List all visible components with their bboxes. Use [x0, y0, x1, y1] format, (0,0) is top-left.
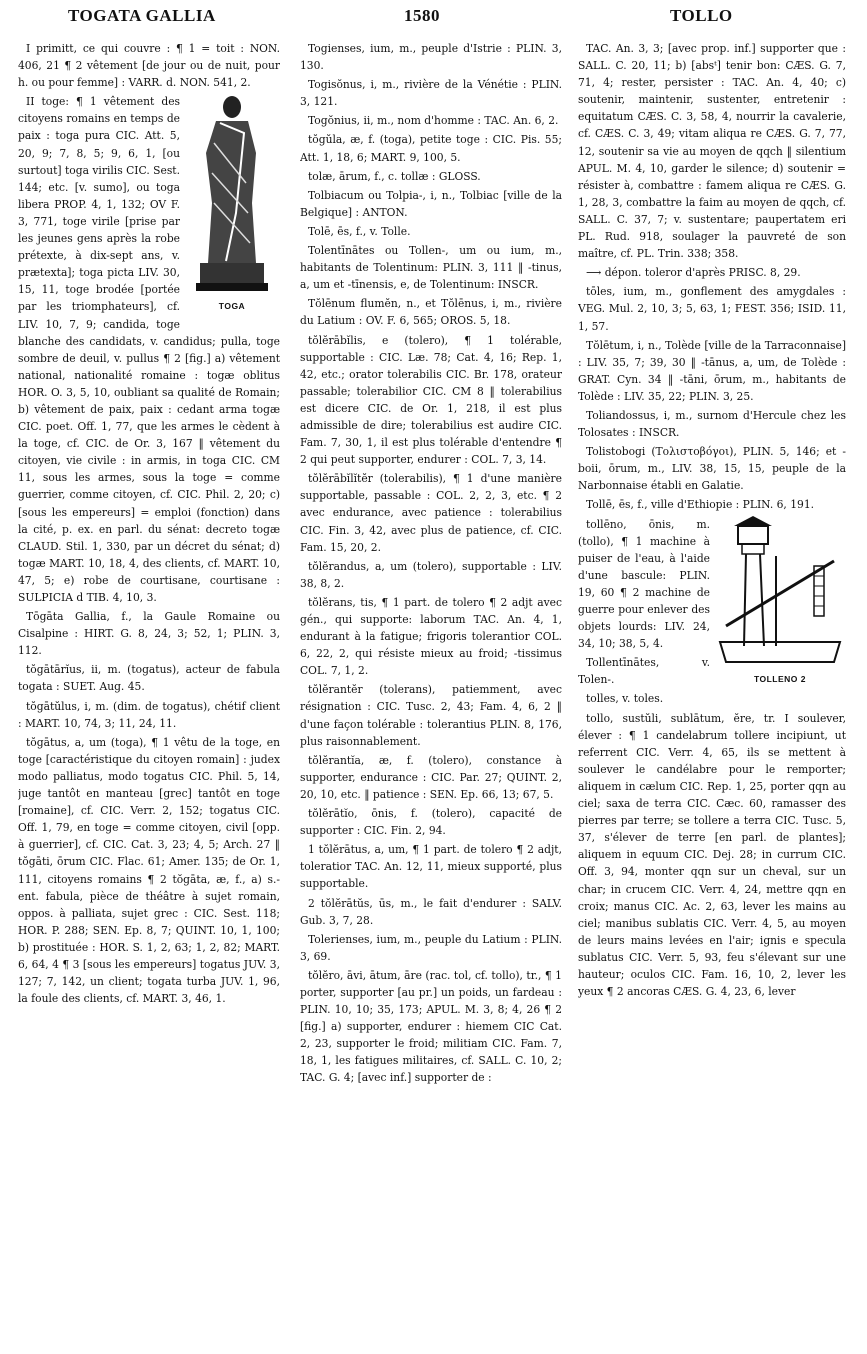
entry: tŏlĕro, āvi, ātum, āre (rac. tol, cf. tollo), tr., ¶ 1 porter, supporter [au pr.] un poids, un fardeau : PLIN. 10, 10; 35, 173; APUL. M. 3, 8; 4, 26 ¶ 2 [fig.] a) supporter, endurer : hiemem CIC Cat. 2, 23, supporter le froid; militiam CIC. Fam. 7, 18, 1, les fatigues militaires, cf. SALL. C. 10, 2; TAC. G. 4; [avec inf.] supporter de :: [300, 968, 562, 1085]
column-3: [578, 40, 846, 1345]
tolleno-caption: TOLLENO 2: [753, 673, 807, 684]
header-right-guideword: TOLLO: [670, 6, 733, 25]
entry: Togisŏnus, i, m., rivière de la Vénétie : PLIN. 3, 121.: [300, 78, 562, 109]
toga-caption: TOGA: [218, 301, 246, 312]
toga-figure: [184, 93, 280, 315]
column-1: [18, 40, 280, 1345]
entry: tŏlĕrantĕr (tolerans), patiemment, avec résignation : CIC. Tusc. 2, 43; Fam. 4, 6, 2 ‖ d'une façon tolérable : tolerantius PLIN. 8, 176, plus raisonnablement.: [300, 683, 562, 748]
tolleno-machine-illustration: [716, 516, 844, 666]
entry: Tollentīnātes, v. Tolen-.: [578, 656, 710, 687]
entry: Tŏlēnum flumĕn, n., et Tŏlēnus, i, m., rivière du Latium : OV. F. 6, 565; OROS. 5, 18.: [300, 297, 562, 328]
entry: 2 tŏlĕrātŭs, ūs, m., le fait d'endurer : SALV. Gub. 3, 7, 28.: [300, 896, 562, 927]
entry: tŏgātārĭus, ii, m. (togatus), acteur de fabula togata : SUET. Aug. 45.: [18, 663, 280, 694]
entry: 1 tŏlĕrātus, a, um, ¶ 1 part. de tolero ¶ 2 adjt, toleratior TAC. An. 12, 11, mieux supporté, plus supportable.: [300, 843, 562, 891]
entry: Tollē, ēs, f., ville d'Ethiopie : PLIN. 6, 191.: [586, 498, 815, 512]
entry: Tōgāta Gallia, f., la Gaule Romaine ou Cisalpine : HIRT. G. 8, 24, 3; 52, 1; PLIN. 3, 112.: [18, 610, 280, 658]
column-2: [300, 40, 562, 1345]
tolleno-figure: [714, 516, 846, 688]
entry: Tŏlētum, i, n., Tolède [ville de la Tarraconnaise] : LIV. 35, 7; 39, 30 ‖ -tānus, a, um, de Tolède : GRAT. Cyn. 34 ‖ -tāni, ōrum, m., habitants de Tolède : LIV. 35, 22; PLIN. 3, 25.: [578, 338, 846, 403]
entry: Tolerienses, ium, m., peuple du Latium : PLIN. 3, 69.: [300, 932, 562, 963]
entry: tŏlĕrātĭo, ōnis, f. (tolero), capacité de supporter : CIC. Fin. 2, 94.: [300, 807, 562, 838]
entry: tŏlĕrantĭa, æ, f. (tolero), constance à supporter, endurance : CIC. Par. 27; QUINT. 2, 20, 10, etc. ‖ patience : SEN. Ep. 66, 13; 67, 5.: [300, 753, 562, 801]
entry: Tolentīnātes ou Tollen-, um ou ium, m., habitants de Tolentinum: PLIN. 3, 111 ‖ -tinus, a, um et -tīnensis, e, de Tolentinum: INSCR.: [300, 244, 562, 292]
entry: TAC. An. 3, 3; [avec prop. inf.] supporter que : SALL. C. 20, 11; b) [absᵗ] tenir bon: CÆS. G. 7, 71, 4; rester, persister : TAC. An. 4, 40; c) soutenir, maintenir, sustenter, entretenir : equitatum CÆS. C. 3, 58, 4, nourrir la cavalerie, cf. CÆS. C. 3, 49; vitam aliqua re CÆS. G. 7, 77, 12, soutenir sa vie au moyen de qqch ‖ silentium APUL. M. 4, 10, garder le silence; d) soutenir = résister à, combattre : famem aliqua re CÆS. G. 1, 28, 3, combattre la faim au moyen de qqch, cf. SALL. C. 37, 7; v. sustentare; paupertatem eri PL. Rud. 918, soulager la pauvreté de son maître, cf. PL. Trin. 338; 358.: [578, 42, 846, 261]
entry: tŏlĕrābĭlis, e (tolero), ¶ 1 tolérable, supportable : CIC. Læ. 78; Cat. 4, 16; Rep. 1, 42, etc.; orator tolerabilis CIC. Br. 178, orateur passable; tolerabilior CIC. CM 8 ‖ tolerabilius est dicere CIC. de Or. 1, 218, il est plus admissible de dire; tolerabilius est audire CIC. Fam. 7, 30, 1, il est plus tolérable d'entendre ¶ 2 qui peut supporter, endurer : COL. 7, 3, 14.: [300, 333, 562, 467]
header-left-guideword: TOGATA GALLIA: [68, 6, 216, 25]
page-number: 1580: [404, 6, 440, 25]
entry: tŏlĕrandus, a, um (tolero), supportable : LIV. 38, 8, 2.: [300, 559, 562, 590]
entry: Tolistobogi (Τολιστοβόγοι), PLIN. 5, 146; et -boii, ōrum, m., LIV. 38, 15, 15, peuple de la Narbonnaise établi en Galatie.: [578, 445, 846, 493]
entry: ⟶ dépon. toleror d'après PRISC. 8, 29.: [586, 266, 801, 280]
entry: I primitt, ce qui couvre : ¶ 1 = toit : NON. 406, 21 ¶ 2 vêtement [de jour ou de nuit, pour h. ou pour femme] : VARR. d. NON. 541, 2.: [18, 42, 280, 90]
entry: tollo, sustŭli, sublātum, ĕre, tr. I soulever, élever : ¶ 1 candelabrum tollere incipiunt, ut referrent CIC. Verr. 4, 65, ils se mettent à soulever le candélabre pour le remporter; aliquem in cælum CIC. Rep. 1, 25, porter qqn au ciel; saxa de terra CIC. Cæc. 60, ramasser des pierres par terre; se tollere a terra CIC. Tusc. 5, 37, s'élever de terre [en parl. de plantes]; aliquem in equum CIC. Dej. 28; in currum CIC. Off. 3, 94, monter qqn sur un cheval, sur un char; in crucem CIC. Verr. 4, 24, mettre qqn en croix; manus CIC. Ac. 2, 63, lever les mains au ciel; manibus sublatis CIC. Verr. 4, 5, au moyen de leurs mains levées en l'air; ignis e specula sublatus CIC. Verr. 5, 93, feu s'élevant sur une hauteur; oculos CIC. Fam. 16, 10, 2, lever les yeux ¶ 2 ancoras CÆS. G. 4, 23, 6, lever: [578, 711, 846, 999]
toga-statue-illustration: [186, 93, 278, 293]
entry: II toge: ¶ 1 vêtement des citoyens romains en temps de paix : toga pura CIC. Att. 5, 20, 9; 7, 8, 5; 9, 6, 1, [ou surtout] toga virilis CIC. Sest. 144; etc. [v. sumo], ou toga libera PROP. 4, 1, 132; OV F. 3, 771, toge virile [prise par les jeunes gens après la robe prétexte, à dix-sept ans, v. prætexta]; toga picta LIV. 30, 15, 11, toge brodée [portée par les triomphateurs], cf. LIV. 10, 7, 9; candida, toge blanche des candidats, v. candidus; pulla, toge sombre de deuil, v. pullus ¶ 2 [fig.] a) vêtement national, nationalité romaine : togæ oblitus HOR. O. 3, 5, 10, oubliant sa qualité de Romain; b) vêtement de paix, paix : cedant arma togæ CIC. poet. Off. 1, 77, que les armes le cèdent à la toge, cf. CIC. de Or. 3, 167 ‖ vêtement du citoyen, vie civile : in armis, in toga CIC. CM 11, sous les armes, sous la toge = comme guerrier, comme citoyen, cf. CIC. Phil. 2, 20; c) [sous les empereurs] = emploi (fonction) dans la cité, p. ex. en parl. du sénat: decreto togæ CLAUD. Stil. 1, 330, par un décret du sénat; d) togæ MART. 10, 18, 4, des clients, cf. MART. 10, 47, 5; e) robe de courtisane, courtisane : SULPICIA d TIB. 4, 10, 3.: [18, 95, 280, 604]
entry: tollēno, ōnis, m. (tollo), ¶ 1 machine à puiser de l'eau, à l'aide d'une bascule: PLIN. 19, 60 ¶ 2 machine de guerre pour enlever des objets lourds: LIV. 24, 34, 10; 38, 5, 4.: [578, 517, 710, 651]
entry: Toliandossus, i, m., surnom d'Hercule chez les Tolosates : INSCR.: [578, 408, 846, 440]
entry: tŏlĕrābĭlĭtĕr (tolerabilis), ¶ 1 d'une manière supportable, passable : COL. 2, 2, 3, etc. ¶ 2 avec endurance, avec patience : tolerabilius CIC. Fin. 3, 42, avec plus de patience, cf. CIC. Fam. 15, 20, 2.: [300, 472, 562, 554]
entry: tŏlĕrans, tis, ¶ 1 part. de tolero ¶ 2 adjt avec gén., qui supporte: laborum TAC. An. 4, 1, endurant à la fatigue; frigoris tolerantior COL. 6, 22, 2, qui résiste mieux au froid; -tissimus COL. 7, 1, 2.: [300, 595, 562, 678]
entry: tŏgŭla, æ, f. (toga), petite toge : CIC. Pis. 55; Att. 1, 18, 6; MART. 9, 100, 5.: [300, 133, 562, 164]
entry: tōles, ium, m., gonflement des amygdales : VEG. Mul. 2, 10, 3; 5, 63, 1; FEST. 356; ISID. 11, 1, 57.: [578, 285, 846, 333]
entry: Togienses, ium, m., peuple d'Istrie : PLIN. 3, 130.: [300, 42, 562, 73]
entry: tŏgātŭlus, i, m. (dim. de togatus), chétif client : MART. 10, 74, 3; 11, 24, 11.: [18, 699, 280, 730]
entry: tolles, v. toles.: [586, 692, 664, 706]
entry: Tolbiacum ou Tolpia-, i, n., Tolbiac [ville de la Belgique] : ANTON.: [300, 188, 562, 219]
entry: Togŏnius, ii, m., nom d'homme : TAC. An. 6, 2.: [308, 114, 559, 128]
entry: tolæ, ārum, f., c. tollæ : GLOSS.: [308, 169, 481, 183]
entry: tŏgātus, a, um (toga), ¶ 1 vêtu de la toge, en toge [caractéristique du citoyen romain] : judex modo palliatus, modo togatus CIC. Phil. 5, 14, juge tantôt en manteau [grec] tantôt en toge [romaine], cf. CIC. Verr. 2, 152; togatus CIC. Off. 1, 79, en toge = comme citoyen, civil [opp. à guerrier], cf. CIC. Cat. 3, 23; 4, 5; Arch. 27 ‖ tŏgāti, ōrum CIC. Flac. 61; Amer. 135; de Or. 1, 111, citoyens romains ¶ 2 tŏgāta, æ, f., a) s.-ent. fabula, pièce de théâtre à sujet romain, oppos. à palliata, sujet grec : CIC. Sest. 118; HOR. P. 288; SEN. Ep. 8, 7; QUINT. 10, 1, 100; b) prostituée : HOR. S. 1, 2, 63; 1, 2, 82; MART. 6, 64, 4 ¶ 3 [sous les empereurs] togatus JUV. 3, 127; 7, 142, un client; togata turba JUV. 1, 96, la foule des clients, cf. MART. 3, 46, 1.: [18, 735, 280, 1006]
entry: Tolē, ēs, f., v. Tolle.: [308, 224, 411, 238]
